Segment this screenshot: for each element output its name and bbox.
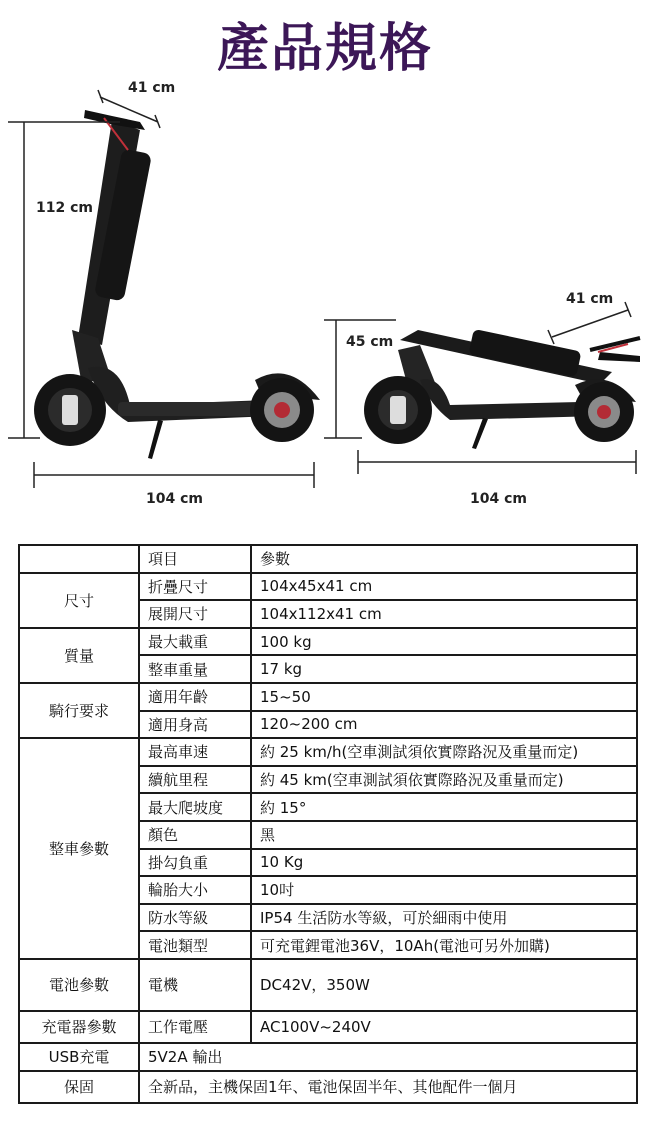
row-label: 整車重量 [139,655,251,683]
category-vehicle: 整車參數 [19,738,139,959]
row-value: 約 15° [251,793,637,821]
row-value: 約 45 km(空車測試須依實際路況及重量而定) [251,766,637,794]
header-param: 參數 [251,545,637,573]
row-value: 120~200 cm [251,711,637,739]
category-charger: 充電器參數 [19,1011,139,1043]
page-title: 產品規格 [216,19,433,79]
row-label: 最大載重 [139,628,251,656]
row-value: IP54 生活防水等級，可於細雨中使用 [251,904,637,932]
unfolded-scooter-image [34,110,320,459]
row-value: 可充電鋰電池36V，10Ah(電池可另外加購) [251,931,637,959]
row-label: 工作電壓 [139,1011,251,1043]
row-value: 100 kg [251,628,637,656]
table-row [19,573,637,601]
dim-label-folded-width: 41 cm [566,291,614,307]
row-label: 適用年齡 [139,683,251,711]
row-value: 10 Kg [251,849,637,877]
row-label: 最大爬坡度 [139,793,251,821]
row-label: 折疊尺寸 [139,573,251,601]
table-row [19,1043,637,1071]
row-label: 展開尺寸 [139,600,251,628]
table-header-row [19,545,637,573]
row-label: 最高車速 [139,738,251,766]
table-row [19,683,637,711]
category-weight: 質量 [19,628,139,683]
header-empty-cell [19,545,139,573]
row-label: 輪胎大小 [139,876,251,904]
dimension-line-folded-width [548,302,631,344]
dim-label-handle-width: 41 cm [128,80,176,96]
row-value: 15~50 [251,683,637,711]
table-row [19,1071,637,1103]
row-value: DC42V，350W [251,959,637,1011]
scooter-dimension-illustration [0,70,650,515]
category-usb: USB充電 [19,1043,139,1071]
row-value: 104x45x41 cm [251,573,637,601]
row-value: 17 kg [251,655,637,683]
category-battery-params: 電池參數 [19,959,139,1011]
row-value: 全新品，主機保固1年、電池保固半年、其他配件一個月 [139,1071,637,1103]
dim-label-height: 112 cm [36,200,93,216]
category-size: 尺寸 [19,573,139,628]
table-row [19,1011,637,1043]
row-label: 電池類型 [139,931,251,959]
folded-scooter-image [364,329,640,449]
row-value: 5V2A 輸出 [139,1043,637,1071]
row-value: 約 25 km/h(空車測試須依實際路況及重量而定) [251,738,637,766]
row-label: 續航里程 [139,766,251,794]
row-label: 電機 [139,959,251,1011]
row-value: 10吋 [251,876,637,904]
table-row [19,628,637,656]
dim-label-folded-height: 45 cm [346,334,394,350]
row-label: 掛勾負重 [139,849,251,877]
row-label: 顏色 [139,821,251,849]
table-row [19,959,637,1011]
dimension-line-length-folded [358,450,636,474]
category-rider: 騎行要求 [19,683,139,738]
dim-label-length-folded: 104 cm [470,491,527,507]
table-row [19,738,637,766]
spec-table [18,544,638,1104]
row-label: 防水等級 [139,904,251,932]
row-value: 104x112x41 cm [251,600,637,628]
dim-label-length-unfolded: 104 cm [146,491,203,507]
row-value: 黑 [251,821,637,849]
header-item: 項目 [139,545,251,573]
row-label: 適用身高 [139,711,251,739]
category-warranty: 保固 [19,1071,139,1103]
dimension-line-length-unfolded [34,462,314,488]
row-value: AC100V~240V [251,1011,637,1043]
